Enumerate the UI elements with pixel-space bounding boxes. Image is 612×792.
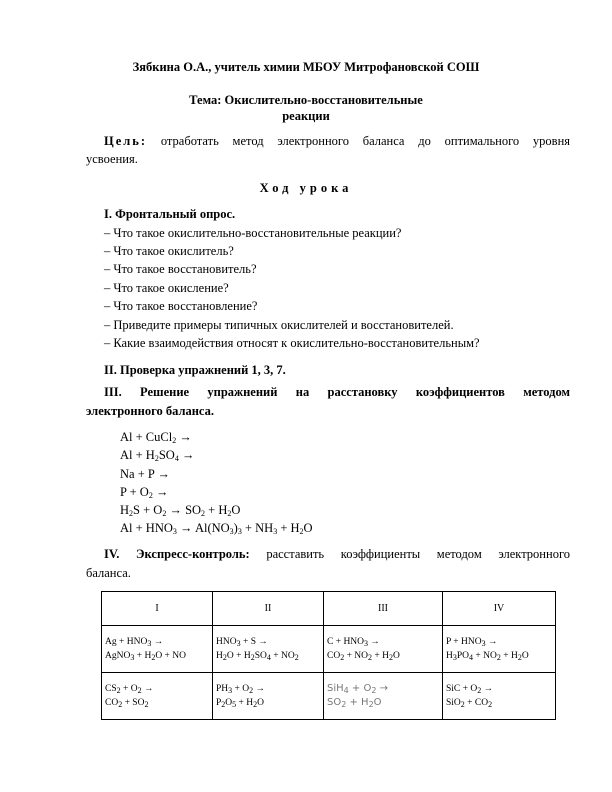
- topic-line-2: реакции: [282, 109, 330, 123]
- question-item: – Что такое восстановитель?: [104, 262, 257, 276]
- equation: $P + O_2$ →: [120, 485, 169, 500]
- table-header-cell: II: [213, 592, 324, 626]
- table-cell: SiC + $O_2$ → $SiO_2 + CO_2$: [443, 673, 556, 720]
- equation: $Al + HNO_3 \to Al(NO_3)_3 + NH_3 + H_2O$: [120, 521, 313, 536]
- lesson-heading: Ход урока: [259, 181, 353, 195]
- question-item: – Что такое окислительно-восстановительные реакции?: [104, 226, 402, 240]
- goal-line-2: усвоения.: [86, 152, 138, 166]
- table-cell: $C + HNO_3$ → $CO_2 + NO_2 + H_2O$: [324, 626, 443, 673]
- equation: $Al + H_2SO_4$ →: [120, 448, 195, 463]
- topic-line-1: Тема: Окислительно-восстановительные: [189, 93, 423, 107]
- table-row: [102, 673, 556, 720]
- goal-text-1: отработать метод электронного баланса до оптимального уровня: [160, 134, 571, 148]
- table-header-row: [102, 592, 556, 626]
- section4-line-2: баланса.: [86, 566, 131, 580]
- section3-title-1: III. Решение упражнений на расстановку коэффициентов методом: [104, 385, 570, 399]
- table-row: [102, 626, 556, 673]
- equation: $H_2S + O_2 \to SO_2 + H_2O$: [120, 503, 241, 518]
- table-cell: $Ag + HNO_3$ → AgNO$_3$ + $H_2O$ + NO: [102, 626, 213, 673]
- section4-text-1: расставить коэффициенты методом электронного: [266, 547, 571, 561]
- table-cell: $PH_3 + O_2$ → $P_2O_5 + H_2O$: [213, 673, 324, 720]
- section4-label: IV. Экспресс-контроль:: [104, 547, 250, 561]
- section2-title: II. Проверка упражнений 1, 3, 7.: [104, 363, 286, 377]
- table-header-cell: IV: [443, 592, 556, 626]
- goal-line-1: [104, 133, 570, 149]
- question-item: – Что такое окисление?: [104, 281, 229, 295]
- express-control-table: [101, 591, 556, 720]
- question-item: – Что такое восстановление?: [104, 299, 258, 313]
- table-cell: $SiH_4 + O_2$ → $SO_2 + H_2O$: [324, 673, 443, 720]
- question-item: – Что такое окислитель?: [104, 244, 234, 258]
- section4-line-1: [104, 546, 570, 562]
- question-item: – Приведите примеры типичных окислителей и восстановителей.: [104, 318, 454, 332]
- author-line: Зябкина О.А., учитель химии МБОУ Митрофановской СОШ: [132, 60, 480, 74]
- equation: Al + CuCl$_2$ →: [120, 430, 192, 445]
- table-cell: $HNO_3 + S$ → $H_2O + H_2SO_4 + NO_2$: [213, 626, 324, 673]
- table-cell: $P + HNO_3$ → $H_3PO_4 + NO_2 + H_2O$: [443, 626, 556, 673]
- section3-title-2: электронного баланса.: [86, 404, 214, 418]
- section1-title: I. Фронтальный опрос.: [104, 207, 236, 221]
- table-header-cell: I: [102, 592, 213, 626]
- table-header-cell: III: [324, 592, 443, 626]
- question-item: – Какие взаимодействия относят к окислительно-восстановительным?: [104, 336, 480, 350]
- table-cell: $CS_2 + O_2$ → $CO_2 + SO_2$: [102, 673, 213, 720]
- equation: Na + P →: [120, 467, 170, 481]
- goal-label: Цель:: [104, 134, 148, 148]
